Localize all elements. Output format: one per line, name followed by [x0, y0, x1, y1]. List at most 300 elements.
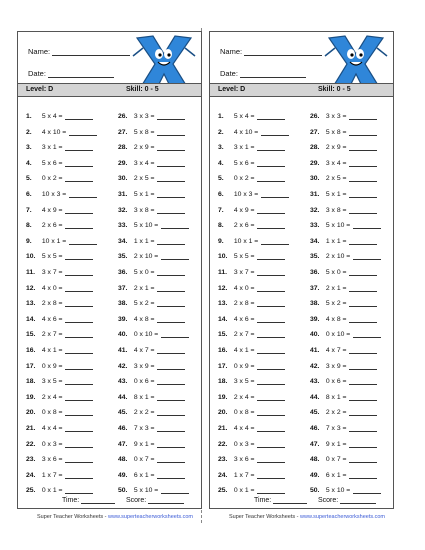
problem-expression: 2 x 2 =: [133, 409, 155, 417]
problem-expression: 0 x 8 =: [41, 409, 63, 417]
credit-separator: -: [103, 514, 109, 520]
problem-row: [118, 112, 185, 121]
answer-blank[interactable]: [257, 440, 285, 448]
problem-row: [218, 408, 285, 417]
answer-blank[interactable]: [349, 440, 377, 448]
time-line[interactable]: [81, 496, 115, 504]
score-line[interactable]: [148, 496, 184, 504]
answer-blank[interactable]: [349, 377, 377, 385]
problem-expression: 5 x 10 =: [133, 487, 159, 495]
problem-expression: 2 x 9 =: [133, 144, 155, 152]
problem-row: [26, 362, 93, 371]
problem-number: 28.: [310, 144, 320, 152]
problem-row: [118, 315, 185, 324]
answer-blank[interactable]: [257, 284, 285, 292]
level-bar: [18, 83, 201, 97]
answer-blank[interactable]: [65, 174, 93, 182]
answer-blank[interactable]: [353, 252, 381, 260]
answer-blank[interactable]: [65, 362, 93, 370]
answer-blank[interactable]: [257, 346, 285, 354]
problem-expression: 4 x 4 =: [41, 425, 63, 432]
answer-blank[interactable]: [257, 174, 285, 182]
answer-blank[interactable]: [349, 128, 377, 136]
answer-blank[interactable]: [257, 143, 285, 151]
problem-expression: 2 x 10 =: [133, 253, 159, 261]
answer-blank[interactable]: [65, 143, 93, 151]
answer-blank[interactable]: [261, 237, 289, 245]
problem-expression: 0 x 3 =: [233, 440, 255, 448]
problem-expression: 1 x 7 =: [233, 471, 255, 479]
answer-blank[interactable]: [65, 424, 93, 432]
answer-blank[interactable]: [349, 159, 377, 167]
answer-blank[interactable]: [157, 471, 185, 479]
problem-number: 32.: [310, 206, 320, 214]
problem-number: 12.: [218, 284, 228, 292]
problem-row: [310, 408, 377, 417]
answer-blank[interactable]: [349, 206, 377, 214]
problem-row: [26, 268, 93, 277]
problem-row: [118, 221, 189, 230]
problem-row: [118, 455, 185, 464]
answer-blank[interactable]: [157, 112, 185, 120]
answer-blank[interactable]: [65, 330, 93, 338]
date-label: [220, 69, 306, 78]
problem-expression: 0 x 10 =: [133, 331, 159, 339]
problem-expression: 0 x 1 =: [233, 487, 255, 495]
problem-number: 23.: [26, 456, 36, 464]
answer-blank[interactable]: [157, 159, 185, 167]
problem-row: [218, 377, 285, 386]
problem-expression: 5 x 1 =: [133, 191, 155, 198]
problem-row: [26, 346, 93, 355]
answer-blank[interactable]: [157, 299, 185, 307]
problem-expression: 5 x 5 =: [233, 253, 255, 261]
problem-row: [218, 143, 285, 152]
answer-blank[interactable]: [349, 346, 377, 354]
answer-blank[interactable]: [349, 393, 377, 401]
answer-blank[interactable]: [157, 315, 185, 323]
problem-expression: 3 x 5 =: [41, 378, 63, 386]
level-bar: [210, 83, 393, 97]
problem-expression: 3 x 1 =: [41, 144, 63, 152]
answer-blank[interactable]: [65, 299, 93, 307]
answer-blank[interactable]: [349, 408, 377, 416]
problem-number: 28.: [118, 144, 128, 152]
answer-blank[interactable]: [257, 268, 285, 276]
problem-row: [26, 424, 93, 433]
problem-number: 5.: [26, 175, 32, 183]
problem-expression: 6 x 1 =: [133, 471, 155, 479]
problem-row: [118, 362, 185, 371]
problem-expression: 3 x 1 =: [233, 144, 255, 152]
problem-expression: 5 x 0 =: [133, 269, 155, 276]
answer-blank[interactable]: [257, 486, 285, 494]
problem-number: 27.: [118, 128, 128, 136]
problem-number: 19.: [218, 393, 228, 401]
credit-url[interactable]: www.superteacherworksheets.com: [108, 514, 194, 520]
problem-row: [310, 159, 377, 168]
answer-blank[interactable]: [257, 159, 285, 167]
answer-blank[interactable]: [257, 252, 285, 260]
problem-expression: 0 x 2 =: [233, 175, 255, 183]
score-label: Score:: [318, 497, 339, 504]
problem-row: [310, 486, 381, 495]
answer-blank[interactable]: [261, 190, 289, 198]
worksheet-right: [209, 31, 394, 509]
credit-right: [229, 514, 385, 520]
problem-number: 8.: [218, 222, 224, 230]
problem-row: [310, 377, 377, 386]
problem-expression: 5 x 4 =: [41, 113, 63, 120]
score-line[interactable]: [340, 496, 376, 504]
problem-row: [218, 268, 285, 277]
problem-number: 48.: [118, 456, 128, 464]
problem-row: [218, 440, 285, 449]
problem-expression: 6 x 1 =: [325, 471, 347, 479]
problem-expression: 5 x 6 =: [41, 159, 63, 167]
problem-row: [218, 128, 289, 137]
answer-blank[interactable]: [65, 486, 93, 494]
problem-expression: 0 x 2 =: [41, 175, 63, 183]
problem-number: 22.: [26, 440, 36, 448]
problem-number: 7.: [218, 206, 224, 214]
problem-number: 38.: [310, 300, 320, 308]
problem-number: 31.: [118, 191, 128, 198]
problem-expression: 7 x 3 =: [325, 425, 347, 432]
problem-number: 47.: [118, 440, 128, 448]
credit-brand: Super Teacher Worksheets: [229, 514, 296, 520]
answer-blank[interactable]: [349, 112, 377, 120]
answer-blank[interactable]: [157, 206, 185, 214]
answer-blank[interactable]: [161, 486, 189, 494]
problem-expression: 4 x 10 =: [233, 128, 259, 136]
problem-number: 20.: [218, 409, 228, 417]
date-line[interactable]: [48, 70, 114, 78]
problem-number: 35.: [118, 253, 128, 261]
problem-row: [26, 330, 93, 339]
problem-row: [26, 393, 93, 402]
problem-expression: 2 x 4 =: [41, 393, 63, 401]
answer-blank[interactable]: [65, 346, 93, 354]
answer-blank[interactable]: [65, 408, 93, 416]
problem-number: 36.: [118, 269, 128, 276]
answer-blank[interactable]: [157, 455, 185, 463]
problem-row: [310, 237, 377, 246]
time-line[interactable]: [273, 496, 307, 504]
answer-blank[interactable]: [157, 268, 185, 276]
name-line[interactable]: [52, 48, 130, 56]
answer-blank[interactable]: [257, 299, 285, 307]
problem-number: 40.: [310, 331, 320, 339]
problem-number: 12.: [26, 284, 36, 292]
answer-blank[interactable]: [349, 362, 377, 370]
answer-blank[interactable]: [349, 190, 377, 198]
answer-blank[interactable]: [65, 112, 93, 120]
problem-row: [218, 346, 285, 355]
problem-number: 16.: [26, 347, 36, 354]
problem-expression: 5 x 0 =: [325, 269, 347, 276]
answer-blank[interactable]: [257, 455, 285, 463]
problem-expression: 4 x 0 =: [41, 284, 63, 292]
problem-number: 32.: [118, 206, 128, 214]
answer-blank[interactable]: [157, 174, 185, 182]
problem-row: [26, 143, 93, 152]
answer-blank[interactable]: [161, 330, 189, 338]
problem-row: [218, 237, 289, 246]
problem-expression: 2 x 7 =: [233, 331, 255, 339]
problem-expression: 3 x 8 =: [325, 206, 347, 214]
answer-blank[interactable]: [257, 471, 285, 479]
problem-expression: 2 x 6 =: [233, 222, 255, 230]
problem-number: 43.: [118, 378, 128, 386]
level-text: Level: D: [218, 85, 246, 93]
problem-number: 10.: [218, 253, 228, 261]
problem-row: [118, 252, 189, 261]
problem-expression: 2 x 5 =: [325, 175, 347, 183]
answer-blank[interactable]: [257, 408, 285, 416]
problem-expression: 9 x 1 =: [325, 440, 347, 448]
problem-row: [310, 221, 381, 230]
answer-blank[interactable]: [257, 377, 285, 385]
problem-row: [26, 237, 97, 246]
answer-blank[interactable]: [257, 315, 285, 323]
answer-blank[interactable]: [65, 252, 93, 260]
problem-number: 17.: [218, 362, 228, 370]
answer-blank[interactable]: [157, 424, 185, 432]
answer-blank[interactable]: [157, 284, 185, 292]
problem-expression: 1 x 7 =: [41, 471, 63, 479]
answer-blank[interactable]: [157, 377, 185, 385]
problem-expression: 3 x 7 =: [233, 269, 255, 276]
answer-blank[interactable]: [257, 393, 285, 401]
problem-row: [26, 486, 93, 495]
problem-expression: 5 x 8 =: [325, 128, 347, 136]
skill-text: Skill: 0 - 5: [318, 85, 351, 93]
worksheet-header: [18, 32, 201, 82]
problem-row: [26, 190, 97, 199]
problem-expression: 3 x 4 =: [325, 159, 347, 167]
problem-row: [118, 284, 185, 293]
problem-number: 26.: [310, 113, 320, 120]
problem-number: 2.: [218, 128, 224, 136]
problem-number: 41.: [118, 347, 128, 354]
problem-row: [218, 330, 285, 339]
answer-blank[interactable]: [65, 315, 93, 323]
answer-blank[interactable]: [65, 377, 93, 385]
problem-row: [118, 486, 189, 495]
problem-row: [26, 159, 93, 168]
credit-url[interactable]: www.superteacherworksheets.com: [300, 514, 386, 520]
answer-blank[interactable]: [65, 440, 93, 448]
time-field: [254, 496, 307, 504]
answer-blank[interactable]: [157, 393, 185, 401]
answer-blank[interactable]: [349, 174, 377, 182]
problem-number: 40.: [118, 331, 128, 339]
answer-blank[interactable]: [349, 471, 377, 479]
answer-blank[interactable]: [65, 268, 93, 276]
problem-expression: 4 x 1 =: [41, 347, 63, 354]
problem-row: [118, 393, 185, 402]
problem-number: 10.: [26, 253, 36, 261]
problem-row: [310, 362, 377, 371]
answer-blank[interactable]: [349, 143, 377, 151]
problem-number: 45.: [118, 409, 128, 417]
problem-expression: 4 x 10 =: [41, 128, 67, 136]
problem-row: [218, 174, 285, 183]
problem-expression: 3 x 8 =: [133, 206, 155, 214]
answer-blank[interactable]: [349, 299, 377, 307]
problem-number: 8.: [26, 222, 32, 230]
problem-number: 9.: [26, 237, 32, 245]
problem-expression: 0 x 7 =: [325, 456, 347, 464]
problem-expression: 0 x 8 =: [233, 409, 255, 417]
problem-row: [26, 315, 93, 324]
problem-number: 27.: [310, 128, 320, 136]
answer-blank[interactable]: [257, 221, 285, 229]
problem-row: [26, 471, 93, 480]
problem-number: 42.: [310, 362, 320, 370]
answer-blank[interactable]: [257, 206, 285, 214]
problem-number: 37.: [310, 284, 320, 292]
name-label-text: Name:: [28, 47, 51, 56]
problem-number: 44.: [310, 393, 320, 401]
problem-row: [118, 206, 185, 215]
date-label-text: Date:: [220, 69, 238, 78]
problem-expression: 2 x 1 =: [133, 284, 155, 292]
answer-blank[interactable]: [349, 284, 377, 292]
answer-blank[interactable]: [257, 330, 285, 338]
time-field: [62, 496, 115, 504]
problem-number: 15.: [218, 331, 228, 339]
problem-expression: 10 x 3 =: [41, 191, 67, 198]
problem-row: [118, 299, 185, 308]
answer-blank[interactable]: [157, 408, 185, 416]
problem-row: [310, 455, 377, 464]
problem-number: 14.: [26, 315, 36, 323]
problem-number: 47.: [310, 440, 320, 448]
answer-blank[interactable]: [261, 128, 289, 136]
answer-blank[interactable]: [65, 159, 93, 167]
problem-expression: 3 x 3 =: [325, 113, 347, 120]
problem-row: [118, 128, 185, 137]
answer-blank[interactable]: [65, 393, 93, 401]
problem-number: 36.: [310, 269, 320, 276]
answer-blank[interactable]: [69, 128, 97, 136]
name-line[interactable]: [244, 48, 322, 56]
answer-blank[interactable]: [157, 143, 185, 151]
problem-expression: 2 x 4 =: [233, 393, 255, 401]
problem-expression: 1 x 1 =: [133, 237, 155, 245]
problem-number: 49.: [118, 471, 128, 479]
problem-expression: 0 x 9 =: [233, 362, 255, 370]
problem-number: 13.: [26, 300, 36, 308]
problem-number: 30.: [118, 175, 128, 183]
problem-number: 45.: [310, 409, 320, 417]
answer-blank[interactable]: [257, 362, 285, 370]
problem-expression: 10 x 1 =: [233, 237, 259, 245]
problem-expression: 0 x 7 =: [133, 456, 155, 464]
answer-blank[interactable]: [157, 440, 185, 448]
problem-row: [310, 284, 377, 293]
answer-blank[interactable]: [157, 362, 185, 370]
problem-expression: 4 x 0 =: [233, 284, 255, 292]
answer-blank[interactable]: [257, 424, 285, 432]
problem-row: [218, 471, 285, 480]
problem-number: 30.: [310, 175, 320, 183]
problem-expression: 0 x 10 =: [325, 331, 351, 339]
problem-row: [310, 299, 377, 308]
answer-blank[interactable]: [349, 268, 377, 276]
problem-number: 16.: [218, 347, 228, 354]
problem-row: [218, 206, 285, 215]
problem-row: [26, 128, 97, 137]
problem-expression: 5 x 1 =: [325, 191, 347, 198]
problem-expression: 5 x 10 =: [325, 222, 351, 230]
problem-row: [310, 112, 377, 121]
answer-blank[interactable]: [69, 190, 97, 198]
problem-row: [118, 377, 185, 386]
problem-row: [26, 221, 93, 230]
problem-row: [26, 174, 93, 183]
problem-number: 31.: [310, 191, 320, 198]
answer-blank[interactable]: [65, 221, 93, 229]
problem-number: 1.: [26, 113, 32, 120]
date-label: [28, 69, 114, 78]
answer-blank[interactable]: [353, 330, 381, 338]
answer-blank[interactable]: [349, 315, 377, 323]
score-label: Score:: [126, 497, 147, 504]
problem-row: [118, 143, 185, 152]
answer-blank[interactable]: [65, 284, 93, 292]
answer-blank[interactable]: [353, 221, 381, 229]
problem-expression: 3 x 5 =: [233, 378, 255, 386]
answer-blank[interactable]: [349, 237, 377, 245]
answer-blank[interactable]: [257, 112, 285, 120]
problem-row: [218, 362, 285, 371]
date-line[interactable]: [240, 70, 306, 78]
answer-blank[interactable]: [157, 128, 185, 136]
problem-row: [26, 455, 93, 464]
time-label: Time:: [62, 497, 80, 504]
answer-blank[interactable]: [157, 346, 185, 354]
problem-expression: 4 x 1 =: [233, 347, 255, 354]
problem-number: 43.: [310, 378, 320, 386]
problem-row: [118, 268, 185, 277]
problem-row: [310, 440, 377, 449]
answer-blank[interactable]: [65, 455, 93, 463]
answer-blank[interactable]: [349, 424, 377, 432]
problem-expression: 5 x 8 =: [133, 128, 155, 136]
answer-blank[interactable]: [161, 252, 189, 260]
answer-blank[interactable]: [349, 455, 377, 463]
problem-number: 11.: [26, 269, 36, 276]
problem-expression: 0 x 3 =: [41, 440, 63, 448]
answer-blank[interactable]: [65, 206, 93, 214]
problem-row: [26, 112, 93, 121]
name-label: [28, 47, 130, 56]
answer-blank[interactable]: [353, 486, 381, 494]
answer-blank[interactable]: [157, 190, 185, 198]
answer-blank[interactable]: [65, 471, 93, 479]
problem-expression: 2 x 5 =: [133, 175, 155, 183]
problem-expression: 3 x 6 =: [41, 456, 63, 464]
problem-row: [118, 159, 185, 168]
problem-expression: 5 x 10 =: [325, 487, 351, 495]
problem-expression: 4 x 9 =: [41, 206, 63, 214]
answer-blank[interactable]: [157, 237, 185, 245]
answer-blank[interactable]: [161, 221, 189, 229]
answer-blank[interactable]: [69, 237, 97, 245]
